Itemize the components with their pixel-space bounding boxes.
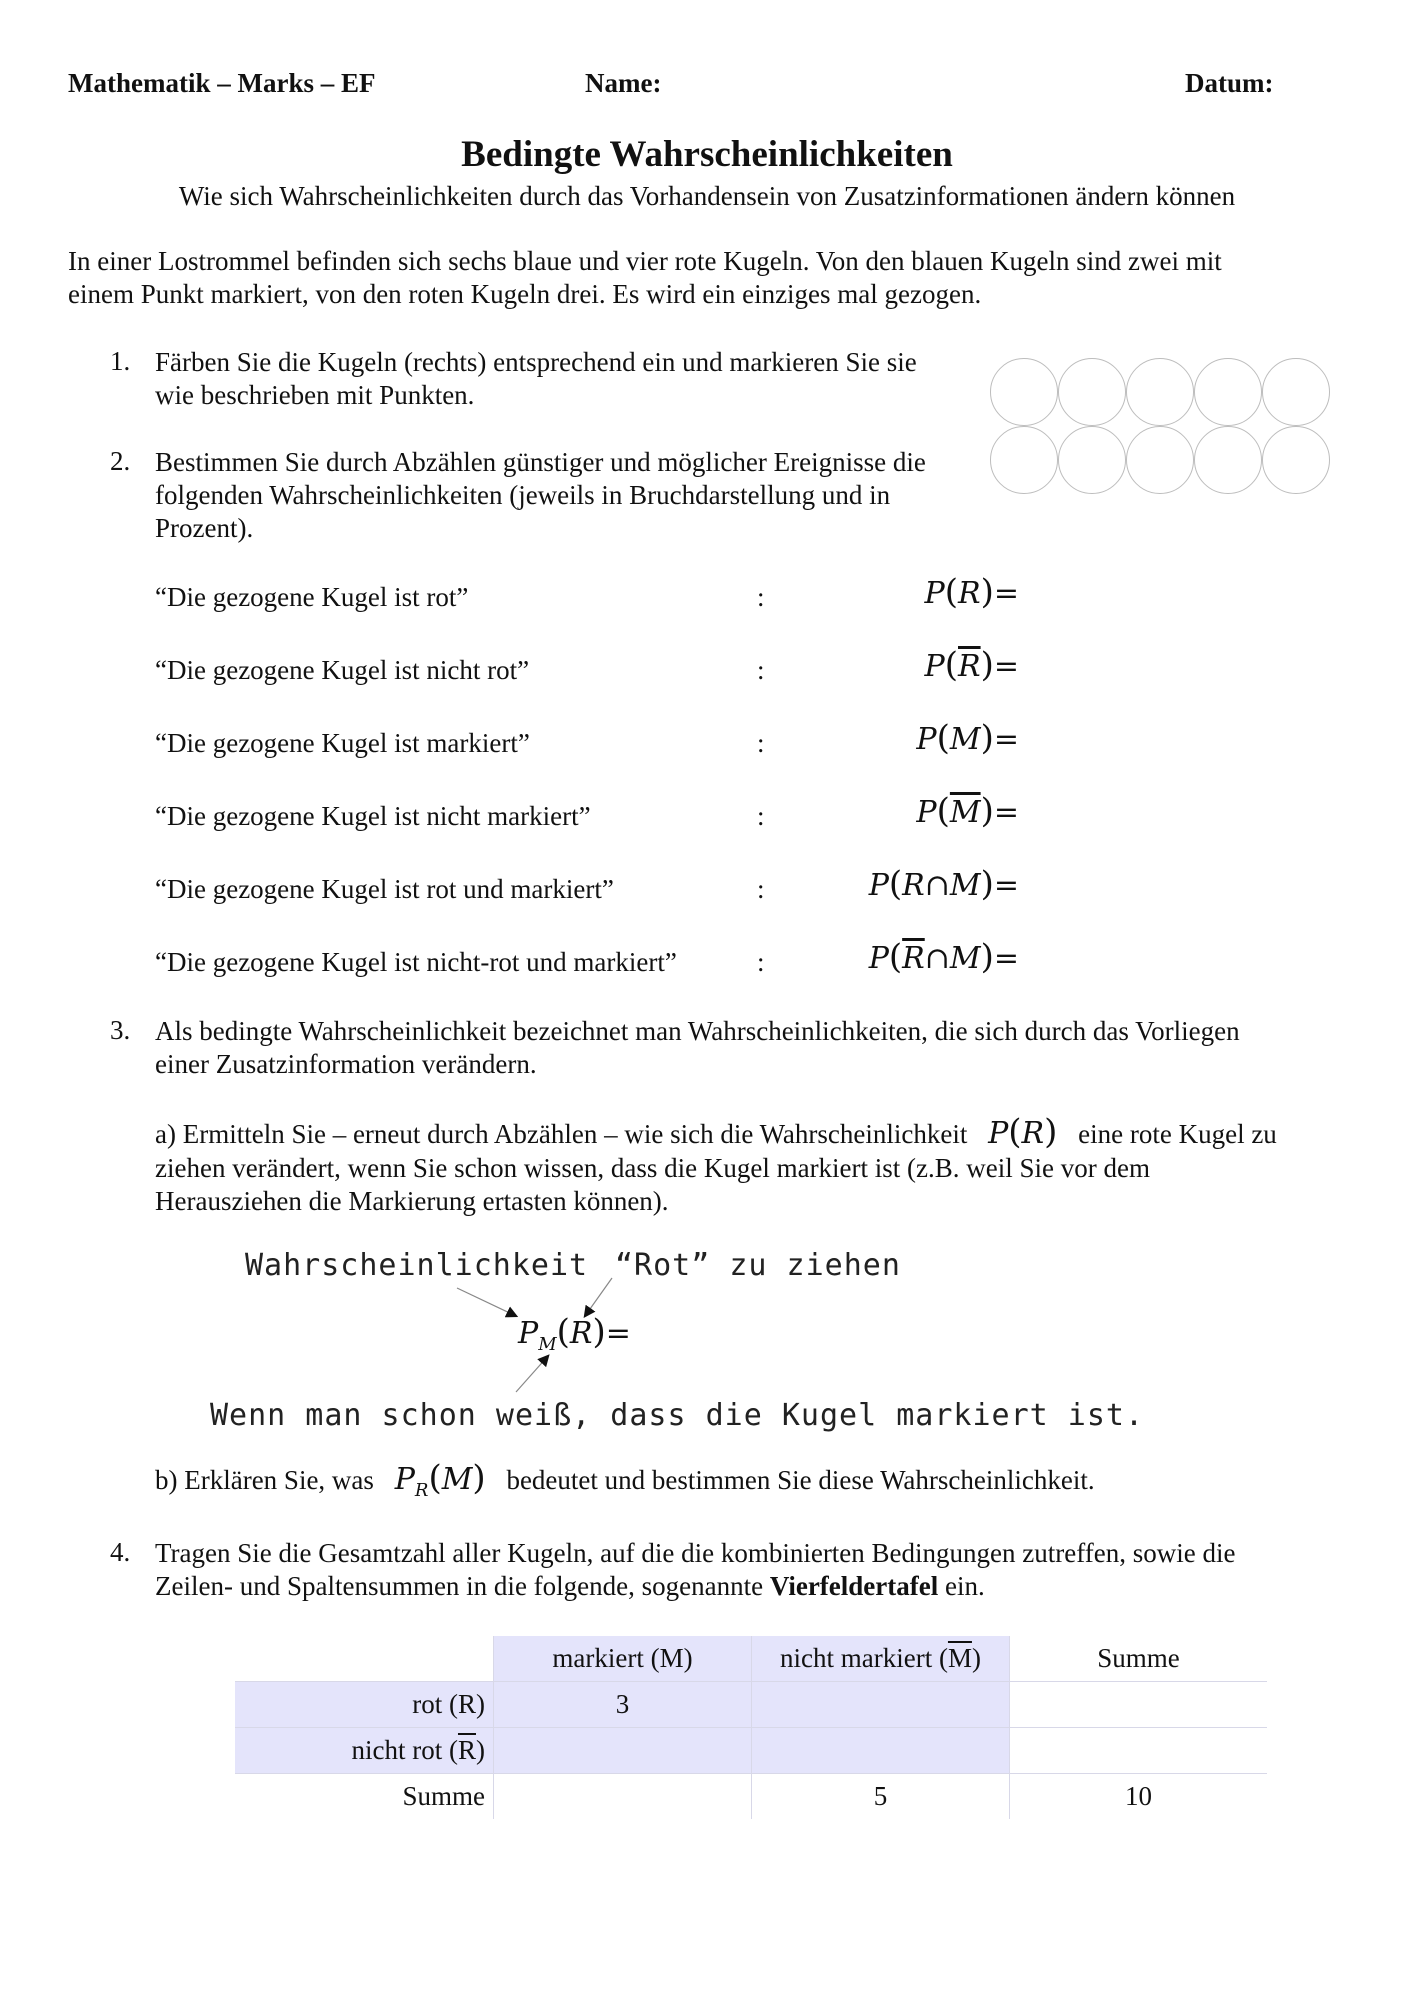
task4-number: 4.: [110, 1537, 131, 1567]
colon: :: [757, 582, 765, 612]
note-probability: Wahrscheinlichkeit: [245, 1248, 589, 1283]
course-label: Mathematik – Marks – EF: [68, 68, 376, 98]
page-subtitle: Wie sich Wahrscheinlichkeiten durch das Vorhandensein von Zusatzinformationen ändern können: [178, 181, 1236, 211]
cell-red-sum[interactable]: [1010, 1682, 1268, 1728]
row-label-red: rot (R): [235, 1682, 494, 1728]
probability-formula: $P(\overline{M})=$: [916, 791, 1019, 831]
task3a-line-1: a) Ermitteln Sie – erneut durch Abzählen – wie sich die Wahrscheinlichkeit P(R) eine rote Kugel zu: [155, 1112, 1277, 1152]
task2-number: 2.: [110, 446, 131, 476]
task3-line-2: einer Zusatzinformation verändern.: [155, 1049, 537, 1079]
colon: :: [757, 655, 765, 685]
probability-formula: P(R)=: [924, 572, 1019, 612]
note-red: “Rot” zu ziehen: [615, 1248, 901, 1283]
task4-line-2: Zeilen- und Spaltensummen in die folgende, sogenannte Vierfeldertafel ein.: [155, 1571, 985, 1601]
colon: :: [757, 874, 765, 904]
task1-number: 1.: [110, 346, 131, 376]
page-title: Bedingte Wahrscheinlichkeiten: [461, 134, 953, 175]
event-text: “Die gezogene Kugel ist rot”: [155, 582, 469, 612]
event-text: “Die gezogene Kugel ist markiert”: [155, 728, 530, 758]
date-label: Datum:: [1185, 68, 1274, 98]
table-header-row: [235, 1636, 1267, 1682]
header-not-marked: nicht markiert $(\overline{M})$: [752, 1636, 1010, 1682]
event-text: “Die gezogene Kugel ist nicht-rot und markiert”: [155, 947, 677, 977]
task3a-line-2: ziehen verändert, wenn Sie schon wissen, dass die Kugel markiert ist (z.B. weil Sie vor dem: [155, 1153, 1150, 1183]
event-text: “Die gezogene Kugel ist rot und markiert”: [155, 874, 614, 904]
probability-formula: $P(\overline{R})=$: [924, 645, 1019, 685]
cell-sum-total[interactable]: 10: [1010, 1774, 1268, 1820]
task1-line-1: Färben Sie die Kugeln (rechts) entsprechend ein und markieren Sie sie: [155, 347, 917, 377]
intro-line-2: einem Punkt markiert, von den roten Kugeln drei. Es wird ein einziges mal gezogen.: [68, 279, 982, 309]
task1-line-2: wie beschrieben mit Punkten.: [155, 380, 475, 410]
colon: :: [757, 728, 765, 758]
task2-line-2: folgenden Wahrscheinlichkeiten (jeweils in Bruchdarstellung und in: [155, 480, 891, 510]
intro-line-1: In einer Lostrommel befinden sich sechs blaue und vier rote Kugeln. Von den blauen Kugeln sind zwei mit: [68, 246, 1222, 276]
event-text: “Die gezogene Kugel ist nicht rot”: [155, 655, 530, 685]
cell-red-marked[interactable]: 3: [494, 1682, 752, 1728]
pr-m-formula: $P_R(M)$: [394, 1458, 486, 1501]
colon: :: [757, 801, 765, 831]
table-row: [235, 1774, 1267, 1820]
cell-red-not-marked[interactable]: [752, 1682, 1010, 1728]
cell-sum-not-marked[interactable]: 5: [752, 1774, 1010, 1820]
cell-not-red-not-marked[interactable]: [752, 1728, 1010, 1774]
task4-text: [155, 1537, 1235, 1603]
task3-line-1: Als bedingte Wahrscheinlichkeit bezeichnet man Wahrscheinlichkeiten, die sich durch das Vorliegen: [155, 1016, 1240, 1046]
row-label-not-red: nicht rot $(\overline{R})$: [235, 1728, 494, 1774]
four-field-table: [235, 1636, 1267, 1819]
task2-line-1: Bestimmen Sie durch Abzählen günstiger und möglicher Ereignisse die: [155, 447, 926, 477]
cell-not-red-sum[interactable]: [1010, 1728, 1268, 1774]
task3b-line: b) Erklären Sie, was $P_R(M)$ bedeutet und bestimmen Sie diese Wahrscheinlichkeit.: [155, 1458, 1095, 1501]
task3-number: 3.: [110, 1015, 131, 1045]
table-row: [235, 1682, 1267, 1728]
probability-formula: P(R∩M)=: [868, 864, 1019, 904]
table-corner: [235, 1636, 494, 1682]
probability-formula: P(M)=: [916, 718, 1019, 758]
row-label-sum: Summe: [235, 1774, 494, 1820]
table-row: [235, 1728, 1267, 1774]
name-label: Name:: [585, 68, 662, 98]
cell-sum-marked[interactable]: [494, 1774, 752, 1820]
cell-not-red-marked[interactable]: [494, 1728, 752, 1774]
pr-formula: P(R): [988, 1112, 1058, 1152]
arrow-red: [585, 1278, 612, 1316]
task2-line-3: Prozent).: [155, 513, 254, 543]
header-sum: Summe: [1010, 1636, 1268, 1682]
event-text: “Die gezogene Kugel ist nicht markiert”: [155, 801, 591, 831]
conditional-formula: $P_M(R)=$: [518, 1312, 631, 1355]
arrow-condition: [516, 1356, 548, 1392]
header-marked: markiert (M): [494, 1636, 752, 1682]
task3a-line-3: Herausziehen die Markierung ertasten können).: [155, 1186, 669, 1216]
task4-line-1: Tragen Sie die Gesamtzahl aller Kugeln, auf die die kombinierten Bedingungen zutreffen, sowie die: [155, 1538, 1236, 1568]
probability-formula: $P(\overline{R}\cap M)=$: [868, 937, 1019, 977]
colon: :: [757, 947, 765, 977]
note-condition: Wenn man schon weiß, dass die Kugel markiert ist.: [210, 1398, 1145, 1433]
arrow-probability: [457, 1288, 516, 1316]
